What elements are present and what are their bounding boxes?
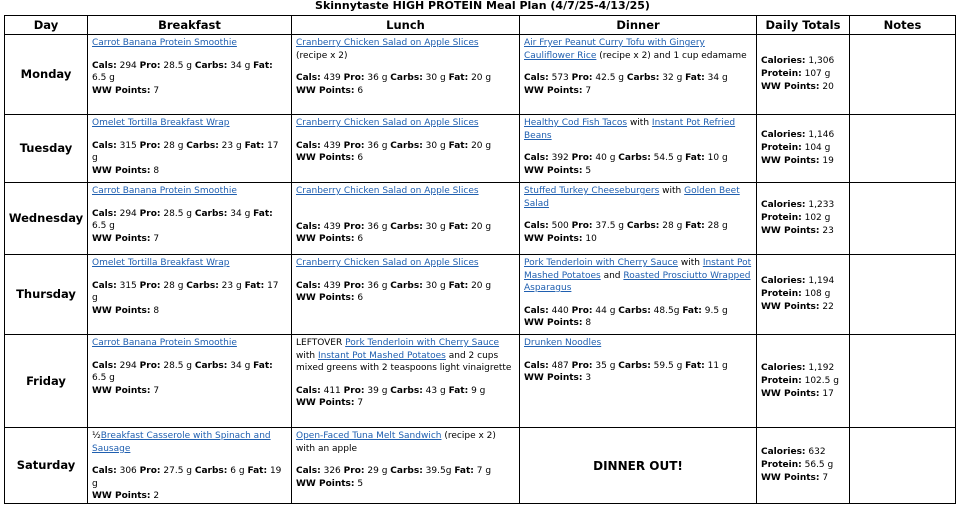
day-cell: Thursday [5, 255, 88, 335]
dinner-cell: Air Fryer Peanut Curry Tofu with Gingery Cauliflower Rice (recipe x 2) and 1 cup edamame Cals: 573 Pro: 42.5 g Carbs: 32 g Fat: 34 g WW Points: 7 [520, 35, 757, 115]
lunch-cell [292, 255, 520, 335]
recipe-link[interactable]: Open-Faced Tuna Melt Sandwich [296, 431, 442, 441]
nutrition-line: Cals: 439 Pro: 36 g Carbs: 30 g Fat: 20 g [296, 221, 492, 232]
meal-plan-table [4, 15, 956, 504]
ww-line: WW Points: 7 [92, 85, 160, 96]
recipe-link[interactable]: Air Fryer Peanut Curry Tofu with Gingery Cauliflower Rice [524, 38, 705, 61]
header-lunch: Lunch [292, 16, 520, 35]
nutrition-line: Cals: 315 Pro: 28 g Carbs: 23 g Fat: 17 g [92, 140, 279, 163]
ww-line: WW Points: 5 [296, 478, 364, 489]
recipe-link[interactable]: Pork Tenderloin with Cherry Sauce [524, 258, 678, 268]
recipe-link[interactable]: Instant Pot Refried Beans [524, 118, 736, 141]
dinner-cell: Stuffed Turkey Cheeseburgers with Golden Beet Salad Cals: 500 Pro: 37.5 g Carbs: 28 g Fat: 28 g WW Points: 10 [520, 183, 757, 255]
recipe-link[interactable]: Carrot Banana Protein Smoothie [92, 186, 237, 196]
breakfast-cell [88, 115, 292, 183]
nutrition-line: Cals: 306 Pro: 27.5 g Carbs: 6 g Fat: 19 g [92, 466, 282, 489]
recipe-link[interactable]: Cranberry Chicken Salad on Apple Slices [296, 38, 479, 48]
lunch-cell: LEFTOVER Pork Tenderloin with Cherry Sauce with Instant Pot Mashed Potatoes and 2 cups mixed greens with 2 teaspoons light vinaigrette Cals: 411 Pro: 39 g Carbs: 43 g Fat: 9 g WW Points: 7 [292, 335, 520, 428]
dinner-cell: Healthy Cod Fish Tacos with Instant Pot Refried Beans Cals: 392 Pro: 40 g Carbs: 54.5 g Fat: 10 g WW Points: 5 [520, 115, 757, 183]
table-row [5, 183, 956, 255]
table-row [5, 35, 956, 115]
breakfast-cell [88, 335, 292, 428]
table-row [5, 115, 956, 183]
lunch-cell: Open-Faced Tuna Melt Sandwich (recipe x 2) with an apple Cals: 326 Pro: 29 g Carbs: 39.5g Fat: 7 g WW Points: 5 [292, 428, 520, 504]
recipe-link[interactable]: Roasted Prosciutto Wrapped Asparagus [524, 270, 751, 293]
recipe-link[interactable]: Carrot Banana Protein Smoothie [92, 338, 237, 348]
recipe-link[interactable]: Healthy Cod Fish Tacos [524, 118, 628, 128]
ww-line: WW Points: 3 [524, 373, 592, 383]
day-cell: Wednesday [5, 183, 88, 255]
breakfast-cell [88, 35, 292, 115]
nutrition-line: Cals: 573 Pro: 42.5 g Carbs: 32 g Fat: 34 g [524, 73, 728, 83]
notes-cell[interactable] [850, 335, 956, 428]
header-notes: Notes [850, 16, 956, 35]
notes-cell[interactable] [850, 35, 956, 115]
dinner-cell: DINNER OUT! [520, 428, 757, 504]
ww-line: WW Points: 7 [296, 398, 364, 408]
recipe-link[interactable]: Drunken Noodles [524, 338, 602, 348]
nutrition-line: Cals: 439 Pro: 36 g Carbs: 30 g Fat: 20 g [296, 73, 492, 83]
header-dinner: Dinner [520, 16, 757, 35]
ww-line: WW Points: 6 [296, 85, 364, 96]
breakfast-cell: ½Breakfast Casserole with Spinach and Sausage Cals: 306 Pro: 27.5 g Carbs: 6 g Fat: 19 g WW Points: 2 [88, 428, 292, 504]
breakfast-cell [88, 183, 292, 255]
recipe-link[interactable]: Instant Pot Mashed Potatoes [317, 350, 446, 361]
ww-line: WW Points: 6 [296, 234, 364, 244]
table-row [5, 428, 956, 504]
day-cell: Tuesday [5, 115, 88, 183]
day-cell: Monday [5, 35, 88, 115]
recipe-link[interactable]: Breakfast Casserole with Spinach and Sausage [92, 431, 271, 454]
recipe-note: (recipe x 2) [296, 50, 348, 61]
notes-cell[interactable] [850, 428, 956, 504]
ww-line: WW Points: 6 [296, 293, 364, 303]
recipe-link[interactable]: Cranberry Chicken Salad on Apple Slices [296, 186, 479, 196]
notes-cell[interactable] [850, 255, 956, 335]
totals-cell: Calories: 1,192 Protein: 102.5 g WW Points: 17 [757, 335, 850, 428]
table-row [5, 255, 956, 335]
recipe-link[interactable]: Stuffed Turkey Cheeseburgers [524, 186, 660, 196]
recipe-link[interactable]: Omelet Tortilla Breakfast Wrap [92, 258, 230, 268]
dinner-cell: Pork Tenderloin with Cherry Sauce with Instant Pot Mashed Potatoes and Roasted Prosciutto Wrapped Asparagus Cals: 440 Pro: 44 g Carbs: 48.5g Fat: 9.5 g WW Points: 8 [520, 255, 757, 335]
nutrition-line: Cals: 326 Pro: 29 g Carbs: 39.5g Fat: 7 g [296, 466, 492, 476]
ww-line: WW Points: 8 [92, 165, 160, 176]
recipe-link[interactable]: Cranberry Chicken Salad on Apple Slices [296, 118, 479, 128]
ww-line: WW Points: 5 [524, 165, 592, 176]
lunch-cell [292, 35, 520, 115]
recipe-link[interactable]: Cranberry Chicken Salad on Apple Slices [296, 258, 479, 268]
totals-cell: Calories: 1,233 Protein: 102 g WW Points: 23 [757, 183, 850, 255]
nutrition-line: Cals: 439 Pro: 36 g Carbs: 30 g Fat: 20 g [296, 140, 492, 151]
recipe-link[interactable]: Golden Beet Salad [524, 186, 740, 209]
ww-line: WW Points: 6 [296, 153, 364, 163]
totals-cell: Calories: 1,194 Protein: 108 g WW Points: 22 [757, 255, 850, 335]
day-cell: Friday [5, 335, 88, 428]
totals-cell: Calories: 1,306 Protein: 107 g WW Points: 20 [757, 35, 850, 115]
notes-cell[interactable] [850, 183, 956, 255]
ww-line: WW Points: 7 [524, 85, 592, 96]
ww-line: WW Points: 8 [524, 318, 592, 328]
nutrition-line: Cals: 392 Pro: 40 g Carbs: 54.5 g Fat: 10 g [524, 153, 728, 163]
day-cell: Saturday [5, 428, 88, 504]
nutrition-line: Cals: 500 Pro: 37.5 g Carbs: 28 g Fat: 28 g [524, 221, 728, 231]
nutrition-line: Cals: 294 Pro: 28.5 g Carbs: 34 g Fat: 6.5 g [92, 208, 273, 231]
header-row [5, 16, 956, 35]
nutrition-line: Cals: 411 Pro: 39 g Carbs: 43 g Fat: 9 g [296, 385, 486, 396]
recipe-link[interactable]: Pork Tenderloin with Cherry Sauce [345, 338, 500, 348]
lunch-cell [292, 115, 520, 183]
breakfast-cell [88, 255, 292, 335]
header-day: Day [5, 16, 88, 35]
ww-line: WW Points: 10 [524, 233, 597, 244]
ww-line: WW Points: 7 [92, 233, 160, 244]
totals-cell: Calories: 1,146 Protein: 104 g WW Points: 19 [757, 115, 850, 183]
header-daily-totals: Daily Totals [757, 16, 850, 35]
header-breakfast: Breakfast [88, 16, 292, 35]
nutrition-line: Cals: 487 Pro: 35 g Carbs: 59.5 g Fat: 11 g [524, 360, 728, 371]
ww-line: WW Points: 2 [92, 491, 160, 501]
nutrition-line: Cals: 315 Pro: 28 g Carbs: 23 g Fat: 17 g [92, 280, 279, 303]
dinner-cell [520, 335, 757, 428]
recipe-link[interactable]: Omelet Tortilla Breakfast Wrap [92, 118, 230, 128]
notes-cell[interactable] [850, 115, 956, 183]
nutrition-line: Cals: 440 Pro: 44 g Carbs: 48.5g Fat: 9.5 g [524, 305, 728, 316]
lunch-cell [292, 183, 520, 255]
recipe-link[interactable]: Carrot Banana Protein Smoothie [92, 38, 237, 48]
totals-cell: Calories: 632 Protein: 56.5 g WW Points: 7 [757, 428, 850, 504]
ww-line: WW Points: 7 [92, 385, 160, 396]
nutrition-line: Cals: 294 Pro: 28.5 g Carbs: 34 g Fat: 6.5 g [92, 60, 273, 83]
recipe-link[interactable]: Instant Pot Mashed Potatoes [524, 258, 752, 281]
nutrition-line: Cals: 294 Pro: 28.5 g Carbs: 34 g Fat: 6.5 g [92, 360, 273, 383]
nutrition-line: Cals: 439 Pro: 36 g Carbs: 30 g Fat: 20 g [296, 280, 492, 291]
table-row [5, 335, 956, 428]
ww-line: WW Points: 8 [92, 305, 160, 316]
page-title: Skinnytaste HIGH PROTEIN Meal Plan (4/7/25-4/13/25) [315, 0, 650, 12]
